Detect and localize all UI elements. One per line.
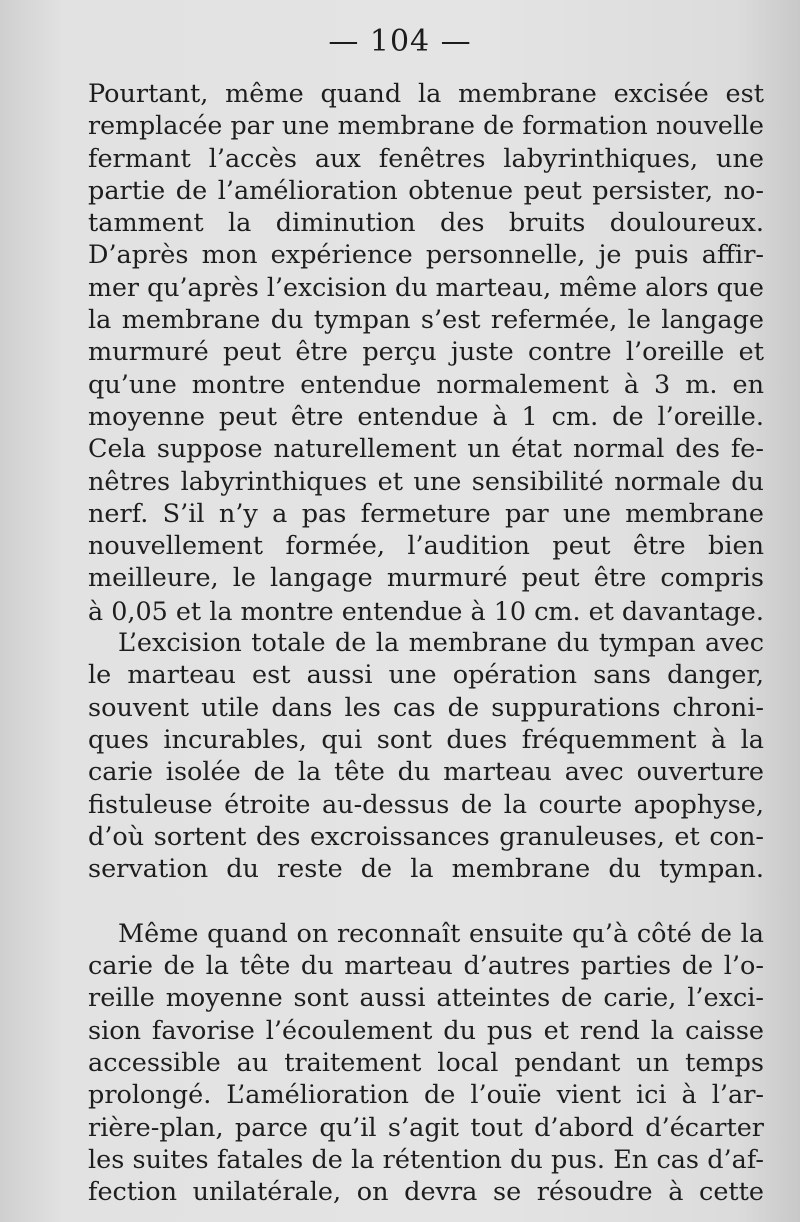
text-line: D’après mon expérience personnelle, je puis affir-: [88, 240, 764, 271]
text-line: d’où sortent des excroissances granuleuses, et con-: [88, 821, 764, 852]
text-line: Pourtant, même quand la membrane excisée est: [88, 79, 764, 109]
text-line: à 0,05 et la montre entendue à 10 cm. et davantage.: [88, 595, 764, 626]
text-line: moyenne peut être entendue à 1 cm. de l’oreille.: [88, 401, 764, 432]
text-line: souvent utile dans les cas de suppurations chroni-: [88, 692, 764, 723]
page-number: — 104 —: [328, 24, 472, 59]
text-line: murmuré peut être perçu juste contre l’oreille et: [88, 337, 764, 368]
text-line: mer qu’après l’excision du marteau, même alors que: [88, 272, 764, 302]
text-line: servation du reste de la membrane du tympan.: [88, 854, 764, 885]
text-line: le marteau est aussi une opération sans danger,: [88, 660, 764, 691]
body-text: [88, 78, 764, 1208]
text-line: L’excision totale de la membrane du tympan avec: [118, 628, 764, 659]
paragraph: [88, 78, 764, 627]
text-line: fistuleuse étroite au-dessus de la courte apophyse,: [88, 789, 764, 820]
text-line: remplacée par une membrane de formation nouvelle: [88, 111, 764, 141]
paragraph: [88, 918, 764, 1209]
paragraph: [88, 627, 764, 918]
text-line: ques incurables, qui sont dues fréquemment à la: [88, 724, 764, 755]
text-line: nerf. S’il n’y a pas fermeture par une membrane: [88, 498, 764, 529]
text-line: sion favorise l’écoulement du pus et rend la caisse: [88, 1015, 764, 1046]
text-line: prolongé. L’amélioration de l’ouïe vient ici à l’ar-: [88, 1080, 764, 1111]
text-line: Même quand on reconnaît ensuite qu’à côté de la: [118, 918, 764, 949]
text-line: la membrane du tympan s’est refermée, le langage: [88, 305, 764, 336]
text-line: meilleure, le langage murmuré peut être compris: [88, 563, 764, 594]
text-line: carie de la tête du marteau d’autres parties de l’o-: [88, 951, 764, 982]
text-line: fermant l’accès aux fenêtres labyrinthiques, une: [88, 143, 764, 174]
text-line: Cela suppose naturellement un état normal des fe-: [88, 434, 764, 465]
text-line: nouvellement formée, l’audition peut être bien: [88, 531, 764, 562]
text-line: [88, 885, 764, 917]
text-line: tamment la diminution des bruits douloureux.: [88, 208, 764, 239]
text-line: reille moyenne sont aussi atteintes de carie, l’exci-: [88, 983, 764, 1014]
text-line: fection unilatérale, on devra se résoudre à cette: [88, 1177, 764, 1208]
text-line: carie isolée de la tête du marteau avec ouverture: [88, 757, 764, 788]
text-line: nêtres labyrinthiques et une sensibilité normale du: [88, 466, 764, 497]
text-line: qu’une montre entendue normalement à 3 m. en: [88, 369, 764, 400]
text-line: rière-plan, parce qu’il s’agit tout d’abord d’écarter: [88, 1112, 764, 1143]
text-line: partie de l’amélioration obtenue peut persister, no-: [88, 175, 764, 206]
text-line: accessible au traitement local pendant un temps: [88, 1047, 764, 1078]
text-line: les suites fatales de la rétention du pus. En cas d’af-: [88, 1144, 764, 1175]
